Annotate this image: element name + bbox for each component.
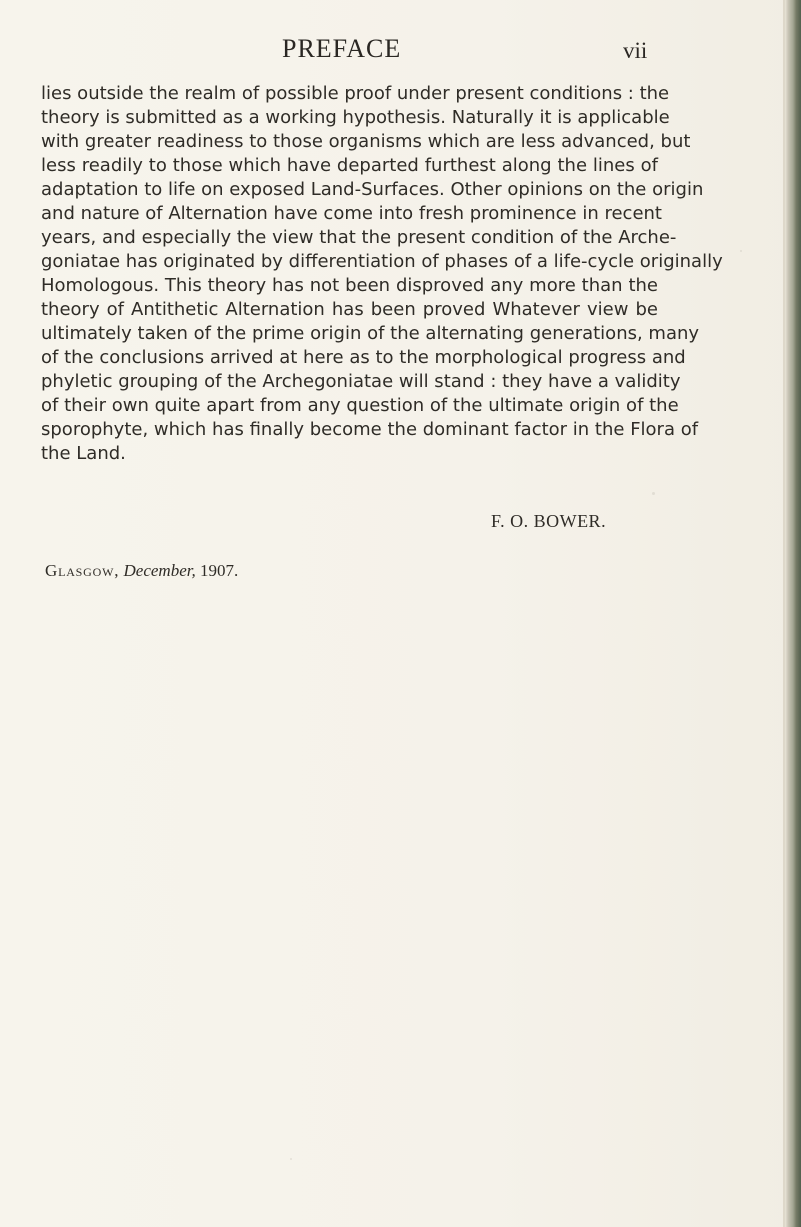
preface-paragraph <box>41 82 723 466</box>
text-line: years, and especially the view that the present condition of the Arche- <box>41 227 677 248</box>
paper-speck <box>740 250 742 252</box>
paper-speck <box>652 492 655 495</box>
text-line: of their own quite apart from any question of the ultimate origin of the <box>41 395 679 416</box>
text-line-last: the Land. <box>41 443 126 464</box>
dateline <box>45 561 238 581</box>
author-signature: F. O. BOWER. <box>491 511 607 531</box>
text-line: and nature of Alternation have come into fresh prominence in recent <box>41 203 662 224</box>
text-line: adaptation to life on exposed Land-Surfaces. Other opinions on the origin <box>41 179 704 200</box>
page-number: vii <box>623 38 648 63</box>
text-line: with greater readiness to those organisms which are less advanced, but <box>41 131 691 152</box>
text-line: sporophyte, which has finally become the dominant factor in the Flora of <box>41 419 699 440</box>
running-header <box>0 34 801 64</box>
text-line: goniatae has originated by differentiation of phases of a life-cycle originally <box>41 251 723 272</box>
paper-speck <box>290 1158 292 1160</box>
text-line: of the conclusions arrived at here as to the morphological progress and <box>41 347 686 368</box>
dateline-place: Glasgow, <box>45 561 120 580</box>
dateline-month: December, <box>123 561 196 580</box>
dateline-year: 1907. <box>199 561 239 580</box>
text-line: lies outside the realm of possible proof under present conditions : the <box>41 83 670 104</box>
page-edge-shadow <box>785 0 801 1227</box>
text-line: ultimately taken of the prime origin of the alternating generations, many <box>41 323 700 344</box>
text-line: Homologous. This theory has not been disproved any more than the <box>41 275 658 296</box>
text-line: theory is submitted as a working hypothesis. Naturally it is applicable <box>41 107 670 128</box>
text-line: theory of Antithetic Alternation has been proved Whatever view be <box>41 299 658 320</box>
text-line: phyletic grouping of the Archegoniatae will stand : they have a validity <box>41 371 681 392</box>
text-line: less readily to those which have departed furthest along the lines of <box>41 155 658 176</box>
page-title: PREFACE <box>282 34 402 63</box>
